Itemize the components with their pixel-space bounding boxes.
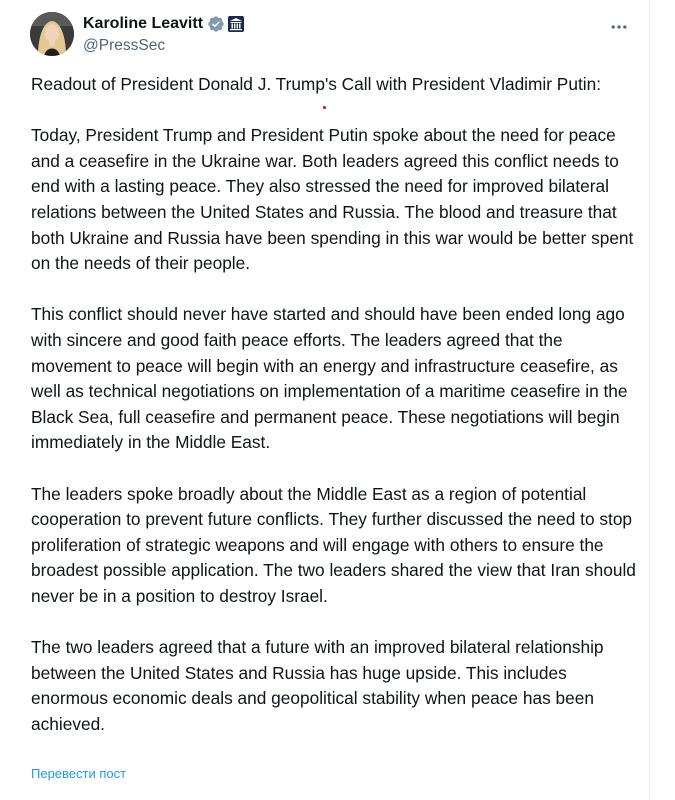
verified-badge-icon [207, 15, 225, 33]
stray-dot [323, 106, 326, 109]
author-display-name[interactable]: Karoline Leavitt [83, 15, 204, 32]
post-title: Readout of President Donald J. Trump's Call with President Vladimir Putin: [31, 74, 602, 94]
more-options-button[interactable] [606, 14, 632, 40]
name-row [83, 14, 244, 34]
paragraph-spacer [31, 456, 643, 482]
more-horizontal-icon [609, 17, 629, 37]
post-paragraph: The two leaders agreed that a future with an improved bilateral relationship between the United States and Russia has huge upside. This includes enormous economic deals and geopolitical stability when peace has been achieved. [31, 637, 604, 734]
government-building-icon [228, 16, 244, 32]
avatar-image [30, 12, 74, 56]
paragraph-spacer [31, 98, 643, 124]
post-paragraph: Today, President Trump and President Putin spoke about the need for peace and a ceasefire in the Ukraine war. Both leaders agreed this conflict needs to end with a lasting peace. They also stressed the need for improved bilateral relations between the United States and Russia. The blood and treasure that both Ukraine and Russia have been spending in this war would be better spent on the needs of their people. [31, 125, 634, 274]
avatar[interactable] [30, 12, 74, 56]
author-handle[interactable]: @PressSec [83, 37, 166, 54]
translate-post-link[interactable]: Перевести пост [31, 766, 127, 781]
post-paragraph: This conflict should never have started and should have been ended long ago with sincere and good faith peace efforts. The leaders agreed that the movement to peace will begin with an energy and infrastructure ceasefire, as well as technical negotiations on implementation of a maritime ceasefire in the Black Sea, full ceasefire and permanent peace. These negotiations will begin immediately in the Middle East. [31, 304, 628, 453]
paragraph-spacer [31, 277, 643, 303]
post-paragraph: The leaders spoke broadly about the Middle East as a region of potential cooperation to prevent future conflicts. They further discussed the need to stop proliferation of strategic weapons and will engage with others to ensure the broadest possible application. The two leaders shared the view that Iran should never be in a position to destroy Israel. [31, 483, 636, 606]
post-text [31, 72, 643, 737]
paragraph-spacer [31, 609, 643, 635]
author-names [83, 14, 244, 56]
post-header [30, 12, 640, 60]
